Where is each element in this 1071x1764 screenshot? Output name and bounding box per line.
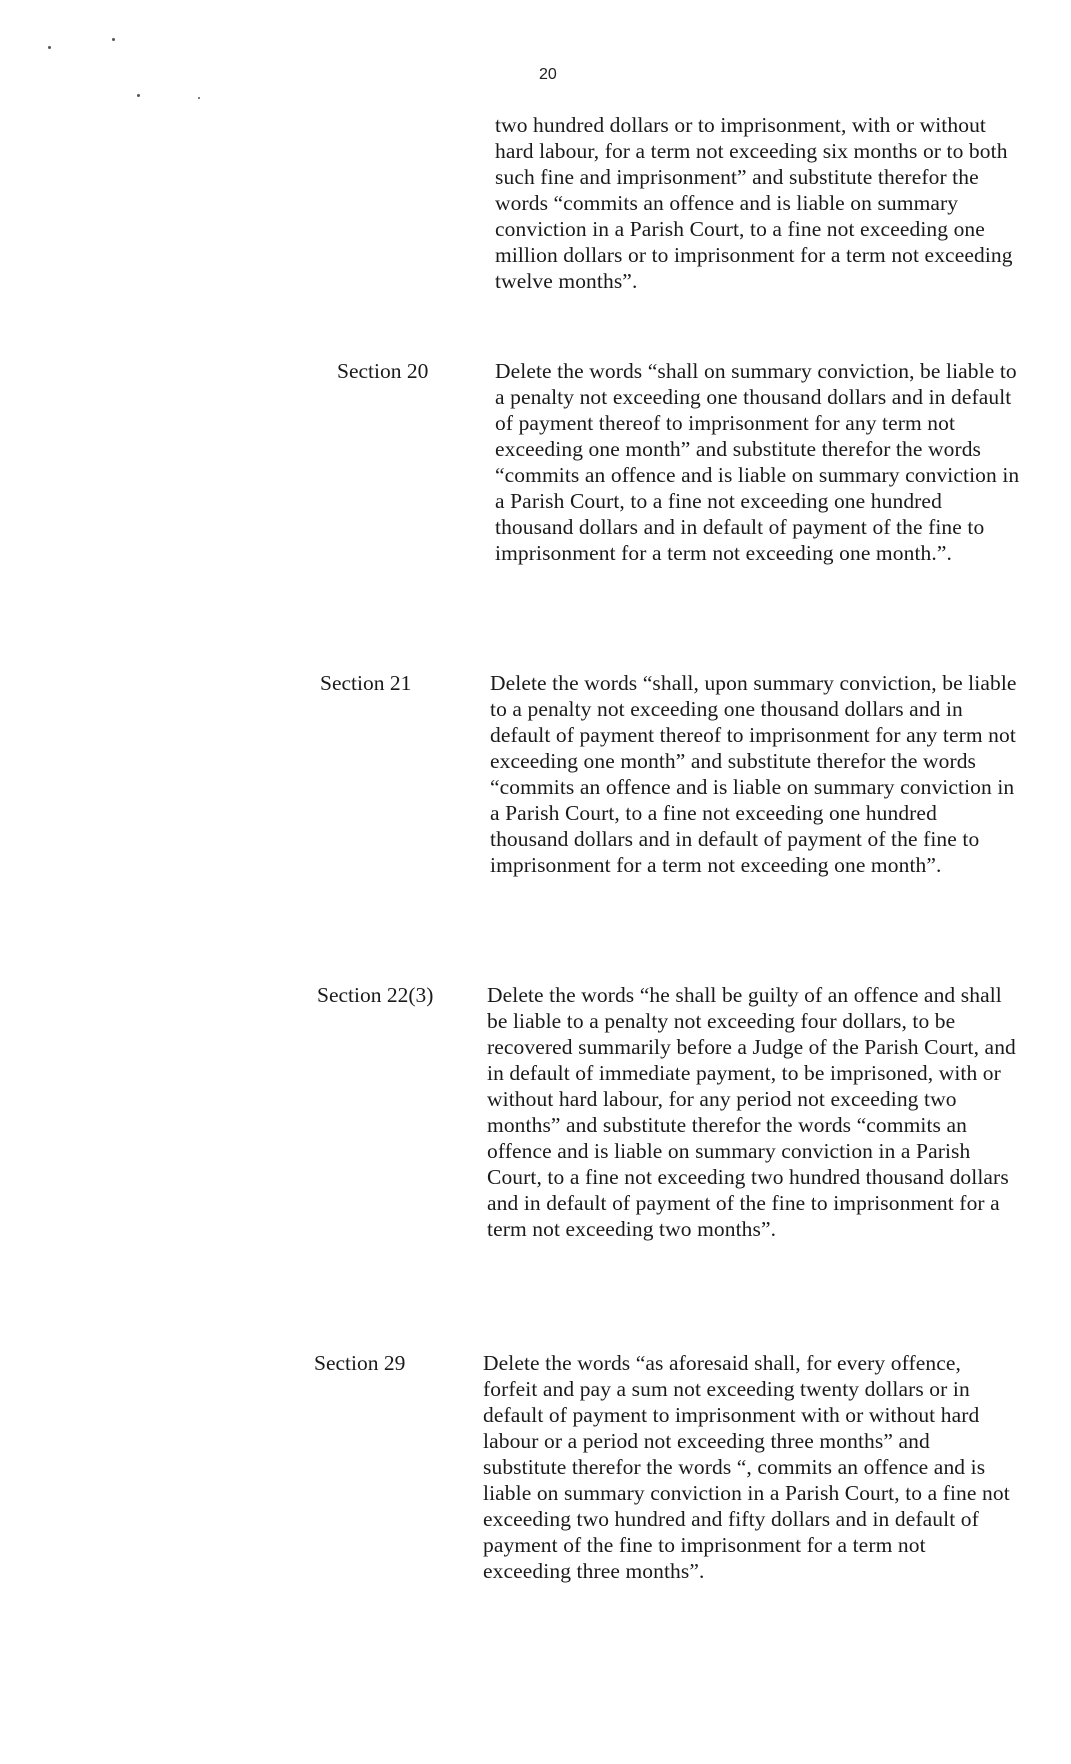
scan-speck (198, 97, 200, 99)
section-label: Section 20 (337, 359, 429, 383)
amendment-text: Delete the words “as aforesaid shall, for every offence, forfeit and pay a sum not exceeding twenty dollars or in default of payment to imprisonment with or without hard labour or a period not exceeding three months” and substitute therefor the words “, commits an offence and is liable on summary conviction in a Parish Court, to a fine not exceeding two hundred and fifty dollars and in default of payment of the fine to imprisonment for a term not exceeding three months”. (483, 1351, 1010, 1583)
scan-speck (112, 38, 115, 41)
continuation-paragraph: two hundred dollars or to imprisonment, with or without hard labour, for a term not exceeding six months or to both such fine and imprisonment” and substitute therefor the words “commits an offence and is liable on summary conviction in a Parish Court, to a fine not exceeding one million dollars or to imprisonment for a term not exceeding twelve months”. (495, 113, 1013, 293)
section-label: Section 21 (320, 671, 412, 695)
page-number: 20 (539, 66, 557, 83)
amendment-text: Delete the words “he shall be guilty of an offence and shall be liable to a penalty not exceeding four dollars, to be recovered summarily before a Judge of the Parish Court, and in default of immediate payment, to be imprisoned, with or without hard labour, for any period not exceeding two months” and substitute therefor the words “commits an offence and is liable on summary conviction in a Parish Court, to a fine not exceeding two hundred thousand dollars and in default of payment of the fine to imprisonment for a term not exceeding two months”. (487, 983, 1016, 1241)
scan-speck (48, 46, 51, 49)
amendment-text: Delete the words “shall, upon summary conviction, be liable to a penalty not exceeding one thousand dollars and in default of payment thereof to imprisonment for any term not exceeding one month” and substitute therefor the words “commits an offence and is liable on summary conviction in a Parish Court, to a fine not exceeding one hundred thousand dollars and in default of payment of the fine to imprisonment for a term not exceeding one month”. (490, 671, 1017, 877)
section-label: Section 22(3) (317, 983, 434, 1007)
section-label: Section 29 (314, 1351, 406, 1375)
scan-speck (137, 94, 140, 97)
amendment-text: Delete the words “shall on summary conviction, be liable to a penalty not exceeding one thousand dollars and in default of payment thereof to imprisonment for any term not exceeding one month” and substitute therefor the words “commits an offence and is liable on summary conviction in a Parish Court, to a fine not exceeding one hundred thousand dollars and in default of payment of the fine to imprisonment for a term not exceeding one month.”. (495, 359, 1020, 565)
